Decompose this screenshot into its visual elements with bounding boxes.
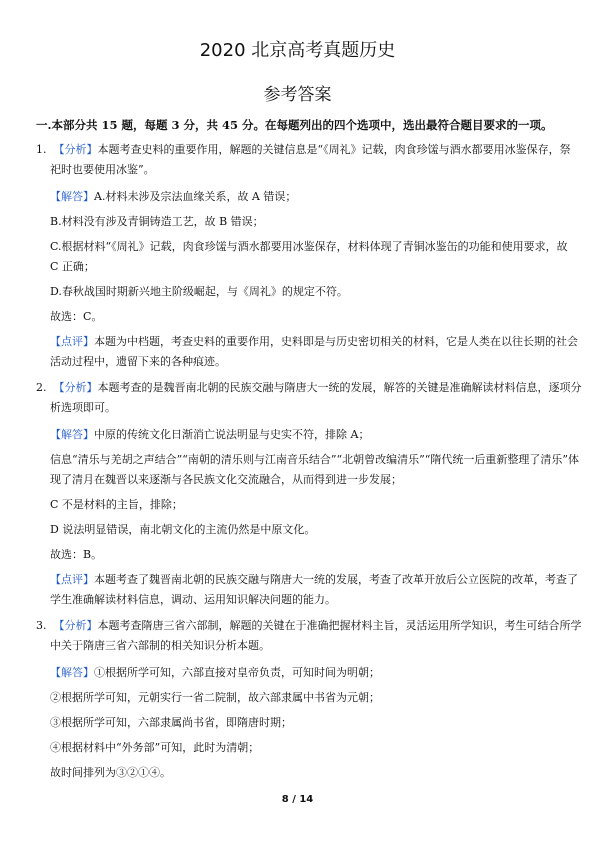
- q1-answer-line-2: B.材料没有涉及青铜铸造工艺，故 B 错误；: [50, 215, 264, 228]
- q1-analysis-line-2: 祀时也要使用冰鉴”。: [50, 163, 155, 176]
- q2-choice: 故选：B。: [50, 548, 103, 561]
- q1-answer-line-3: C.根据材料“《周礼》记载，肉食珍馐与酒水都要用冰鉴保存，材料体现了青铜冰鉴缶的功能和使用要求，故: [50, 240, 568, 253]
- q2-answer-line-4: C 不是材料的主旨，排除；: [50, 498, 183, 511]
- q3-answer-tag: 【解答】: [50, 666, 94, 679]
- q2-analysis-text-1: 本题考查的是魏晋南北朝的民族交融与隋唐大一统的发展，解答的关键是准确解读材料信息，逐项分: [97, 381, 582, 394]
- q2-answer-line-5: D 说法明显错误，南北朝文化的主流仍然是中原文化。: [50, 523, 316, 536]
- q2-comment-tag: 【点评】: [50, 573, 94, 586]
- q2-answer-line-2: 信息“清乐与羌胡之声结合”“南朝的清乐则与江南音乐结合”“北朝曾改编清乐”“隋代统一后重新整理了清乐”体: [50, 453, 579, 466]
- q3-analysis-line-2: 中关于隋唐三省六部制的相关知识分析本题。: [50, 639, 270, 652]
- q2-comment-text-1: 本题考查了魏晋南北朝的民族交融与隋唐大一统的发展，考查了改革开放后公立医院的改革，考查了: [94, 573, 578, 586]
- q1-answer-line-5: D.春秋战国时期新兴地主阶级崛起，与《周礼》的规定不符。: [50, 285, 348, 298]
- section-heading: 一.本部分共 15 题，每题 3 分，共 45 分。在每题列出的四个选项中，选出最符合题目要求的一项。: [36, 118, 553, 132]
- q1-answer-tag: 【解答】: [50, 190, 94, 203]
- q3-analysis-tag: 【分析】: [53, 619, 98, 632]
- document-subtitle: 参考答案: [263, 85, 332, 105]
- q1-choice: 故选：C。: [50, 310, 103, 323]
- q3-answer-text-1: ①根据所学可知，六部直接对皇帝负责，可知时间为明朝；: [94, 666, 380, 679]
- q2-comment-line-2: 学生准确解读材料信息，调动、运用知识解决问题的能力。: [50, 593, 336, 606]
- q3-answer-line-5: 故时间排列为③②①④。: [50, 766, 171, 779]
- q1-answer-text-1: A.材料未涉及宗法血缘关系，故 A 错误；: [94, 190, 297, 203]
- q1-comment-line-2: 活动过程中，遗留下来的各种痕迹。: [50, 355, 226, 368]
- q1-comment-tag: 【点评】: [50, 335, 94, 348]
- q3-answer-line-3: ③根据所学可知，六部隶属尚书省，即隋唐时期；: [50, 716, 292, 729]
- q1-analysis-tag: 【分析】: [53, 143, 98, 156]
- q2-comment-line-1: [50, 573, 578, 587]
- page-number: 8 / 14: [281, 794, 314, 805]
- q2-answer-tag: 【解答】: [50, 428, 94, 441]
- q2-answer-text-1: 中原的传统文化日渐消亡说法明显与史实不符，排除 A；: [94, 428, 370, 441]
- q2-answer-line-3: 现了清月在魏晋以来逐渐与各民族文化交流融合，从而得到进一步发展；: [50, 473, 402, 486]
- q3-analysis-text-1: 本题考查隋唐三省六部制，解题的关键在于准确把握材料主旨，灵活运用所学知识，考生可结合所学: [97, 619, 582, 632]
- q2-analysis-tag: 【分析】: [53, 381, 98, 394]
- q2-number: 2.: [36, 381, 47, 394]
- q3-answer-line-4: ④根据材料中“外务部”可知，此时为清朝；: [50, 741, 260, 754]
- q1-answer-line-4: C 正确；: [50, 260, 95, 273]
- q2-analysis-line-2: 析选项即可。: [50, 401, 116, 414]
- q1-number: 1.: [36, 143, 47, 156]
- q1-analysis-line-1: [36, 143, 571, 157]
- q3-answer-line-1: [50, 666, 380, 680]
- q1-comment-line-1: [50, 335, 578, 349]
- q3-analysis-line-1: [36, 619, 582, 633]
- q2-answer-line-1: [50, 428, 369, 442]
- q1-comment-text-1: 本题为中档题，考查史料的重要作用，史料即是与历史密切相关的材料，它是人类在以往长期的社会: [94, 335, 578, 348]
- q3-number: 3.: [36, 619, 47, 632]
- q3-answer-line-2: ②根据所学可知，元朝实行一省二院制，故六部隶属中书省为元朝；: [50, 691, 380, 704]
- q1-answer-line-1: [50, 190, 296, 204]
- q2-analysis-line-1: [36, 381, 582, 395]
- q1-analysis-text-1: 本题考查史料的重要作用，解题的关键信息是“《周礼》记载，肉食珍馐与酒水都要用冰鉴保存，祭: [97, 143, 571, 156]
- document-title: 2020 北京高考真题历史: [199, 40, 396, 61]
